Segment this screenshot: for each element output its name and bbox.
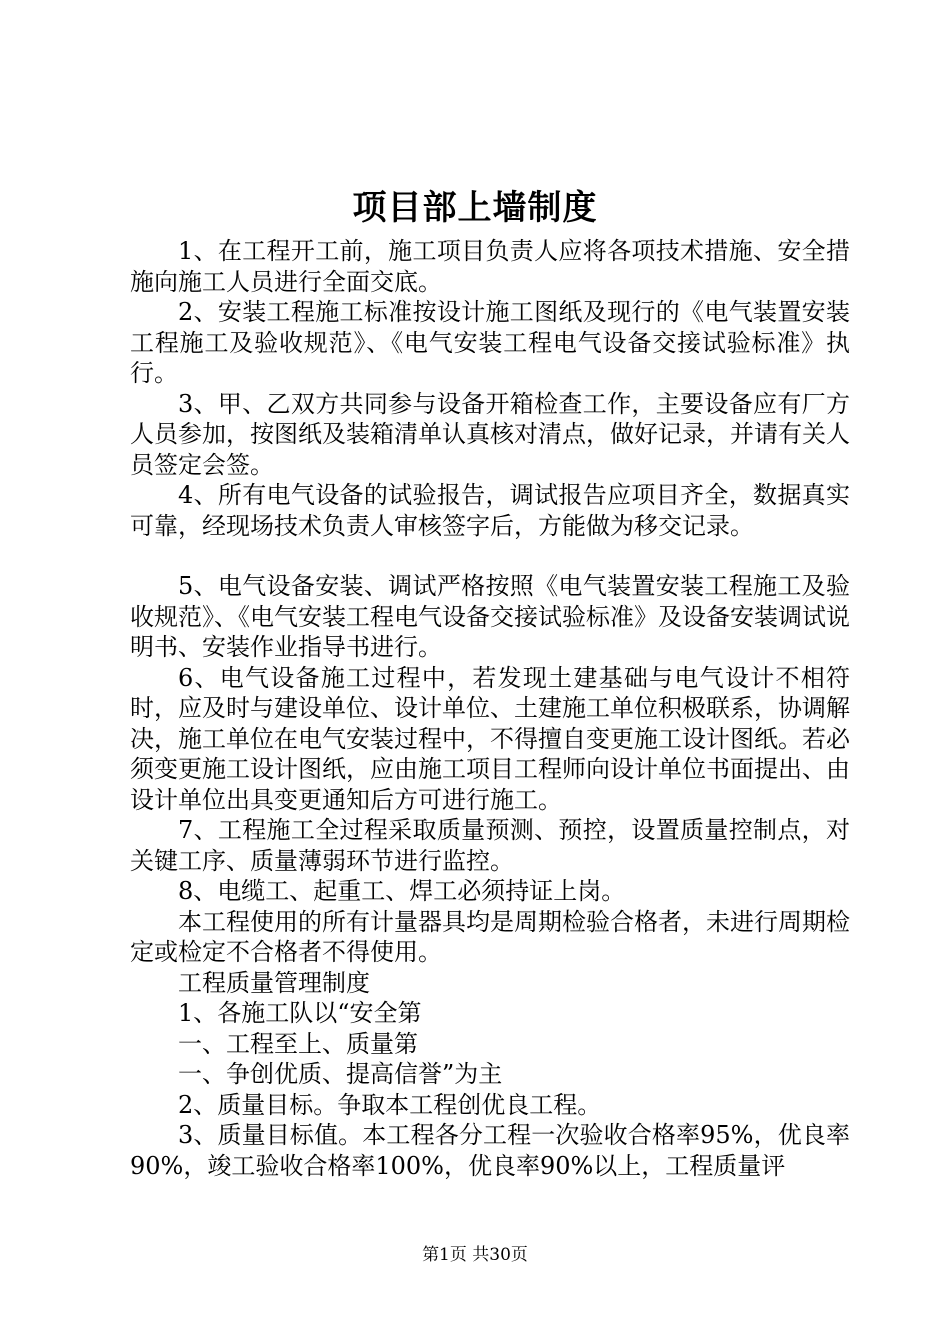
page-number-footer: 第1页 共30页	[422, 1245, 528, 1265]
quality-item-3: 3、质量目标值。本工程各分工程一次验收合格率95%，优良率90%，竣工验收合格率100%，优良率90%以上，工程质量评	[130, 1121, 850, 1180]
paragraph-6: 6、电气设备施工过程中，若发现土建基础与电气设计不相符时，应及时与建设单位、设计单位、土建施工单位积极联系，协调解决，施工单位在电气安装过程中，不得擅自变更施工设计图纸。若必须变更施工设计图纸，应由施工项目工程师向设计单位书面提出、由设计单位出具变更通知后方可进行施工。	[130, 663, 850, 814]
paragraph-8: 8、电缆工、起重工、焊工必须持证上岗。	[178, 877, 626, 905]
paragraph-1: 1、在工程开工前，施工项目负责人应将各项技术措施、安全措施向施工人员进行全面交底。	[130, 237, 850, 296]
paragraph-4: 4、所有电气设备的试验报告，调试报告应项目齐全，数据真实可靠，经现场技术负责人审核签字后，方能做为移交记录。	[130, 481, 850, 540]
paragraph-5: 5、电气设备安装、调试严格按照《电气装置安装工程施工及验收规范》、《电气安装工程电气设备交接试验标准》及设备安装调试说明书、安装作业指导书进行。	[130, 572, 850, 661]
paragraph-gap	[130, 541, 850, 571]
paragraph-measuring-tools: 本工程使用的所有计量器具均是周期检验合格者，未进行周期检定或检定不合格者不得使用。	[130, 907, 850, 966]
quality-item-2: 2、质量目标。争取本工程创优良工程。	[178, 1090, 602, 1119]
document-title: 项目部上墙制度	[352, 188, 598, 228]
quality-item-1-part-3: 一、争创优质、提高信誉”为主	[178, 1060, 503, 1088]
section-heading-quality-management: 工程质量管理制度	[178, 968, 370, 997]
quality-item-1-part-1: 1、各施工队以“安全第	[178, 999, 422, 1027]
quality-item-1-part-2: 一、工程至上、质量第	[178, 1029, 418, 1058]
paragraph-2: 2、安装工程施工标准按设计施工图纸及现行的《电气装置安装工程施工及验收规范》、《电气安装工程电气设备交接试验标准》执行。	[130, 298, 850, 387]
paragraph-7: 7、工程施工全过程采取质量预测、预控，设置质量控制点，对关键工序、质量薄弱环节进行监控。	[130, 816, 850, 875]
document-body	[130, 236, 850, 1181]
paragraph-3: 3、甲、乙双方共同参与设备开箱检查工作，主要设备应有厂方人员参加，按图纸及装箱清单认真核对清点，做好记录，并请有关人员签定会签。	[130, 389, 850, 479]
